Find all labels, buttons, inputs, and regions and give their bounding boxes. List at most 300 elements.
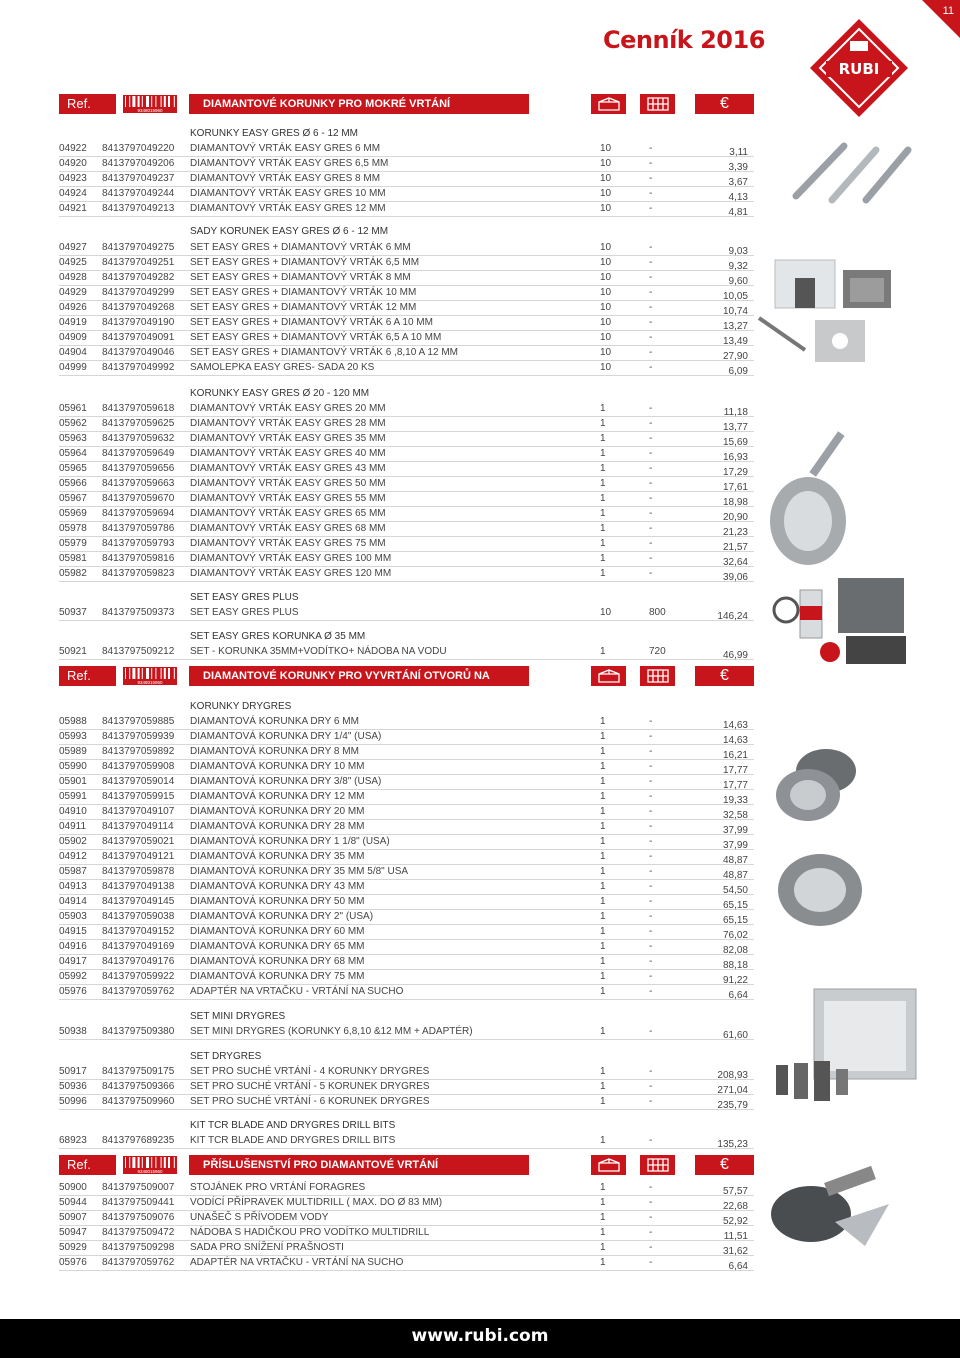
table-row bbox=[59, 894, 754, 910]
package-quantity: 10 bbox=[600, 188, 612, 199]
ref-column-label: Ref. bbox=[59, 666, 116, 686]
ean-code: 8413797059793 bbox=[102, 538, 175, 549]
group-heading: SET EASY GRES KORUNKA Ø 35 MM bbox=[190, 631, 366, 642]
pallet-quantity: - bbox=[649, 302, 653, 313]
price: 146,24 bbox=[717, 611, 748, 622]
table-row bbox=[59, 476, 754, 492]
product-description: KIT TCR BLADE AND DRYGRES DRILL BITS bbox=[190, 1135, 396, 1146]
ref-code: 04928 bbox=[59, 272, 87, 283]
table-row bbox=[59, 536, 754, 552]
pallet-quantity: - bbox=[649, 568, 653, 579]
table-row bbox=[59, 1133, 754, 1149]
package-quantity: 1 bbox=[600, 1182, 606, 1193]
ref-code: 05990 bbox=[59, 761, 87, 772]
pallet-quantity: - bbox=[649, 448, 653, 459]
ean-code: 8413797059922 bbox=[102, 971, 175, 982]
package-quantity: 10 bbox=[600, 143, 612, 154]
pallet-quantity: - bbox=[649, 896, 653, 907]
barcode-number: 9348015960 bbox=[137, 108, 163, 113]
ean-code: 8413797059816 bbox=[102, 553, 175, 564]
ref-code: 05966 bbox=[59, 478, 87, 489]
price: 4,13 bbox=[728, 192, 748, 203]
price: 27,90 bbox=[722, 351, 748, 362]
table-row bbox=[59, 849, 754, 865]
price: 82,08 bbox=[722, 945, 748, 956]
table-row bbox=[59, 416, 754, 432]
pallet-icon bbox=[644, 668, 672, 684]
table-row bbox=[59, 345, 754, 361]
pallet-quantity: - bbox=[649, 332, 653, 343]
product-description: DIAMANTOVÁ KORUNKA DRY 75 MM bbox=[190, 971, 365, 982]
package-quantity: 1 bbox=[600, 956, 606, 967]
package-quantity: 1 bbox=[600, 433, 606, 444]
package-quantity: 1 bbox=[600, 851, 606, 862]
ref-code: 68923 bbox=[59, 1135, 87, 1146]
ean-code: 8413797059878 bbox=[102, 866, 175, 877]
product-description: DIAMANTOVÁ KORUNKA DRY 1/4" (USA) bbox=[190, 731, 382, 742]
package-quantity: 10 bbox=[600, 332, 612, 343]
footer-url[interactable]: www.rubi.com bbox=[411, 1326, 549, 1346]
ean-code: 8413797059021 bbox=[102, 836, 175, 847]
pallet-quantity: - bbox=[649, 851, 653, 862]
package-quantity: 1 bbox=[600, 836, 606, 847]
table-row bbox=[59, 566, 754, 582]
ref-code: 05901 bbox=[59, 776, 87, 787]
pallet-quantity: - bbox=[649, 173, 653, 184]
product-description: STOJÁNEK PRO VRTÁNÍ FORAGRES bbox=[190, 1182, 366, 1193]
table-row bbox=[59, 156, 754, 172]
ref-code: 04926 bbox=[59, 302, 87, 313]
table-row bbox=[59, 969, 754, 985]
pallet-icon bbox=[644, 1157, 672, 1173]
ref-code: 05964 bbox=[59, 448, 87, 459]
product-description: DIAMANTOVÝ VRTÁK EASY GRES 75 MM bbox=[190, 538, 386, 549]
ref-code: 04915 bbox=[59, 926, 87, 937]
ean-code: 8413797509366 bbox=[102, 1081, 175, 1092]
package-quantity: 1 bbox=[600, 926, 606, 937]
table-row bbox=[59, 1180, 754, 1196]
product-description: DIAMANTOVÝ VRTÁK EASY GRES 55 MM bbox=[190, 493, 386, 504]
price: 17,77 bbox=[722, 780, 748, 791]
product-description: DIAMANTOVÝ VRTÁK EASY GRES 120 MM bbox=[190, 568, 392, 579]
product-description: DIAMANTOVÁ KORUNKA DRY 2" (USA) bbox=[190, 911, 374, 922]
package-quantity: 1 bbox=[600, 568, 606, 579]
ref-code: 04927 bbox=[59, 242, 87, 253]
group-heading: SET MINI DRYGRES bbox=[190, 1011, 286, 1022]
pallet-quantity: - bbox=[649, 347, 653, 358]
package-icon bbox=[595, 1157, 623, 1173]
product-description: DIAMANTOVÝ VRTÁK EASY GRES 40 MM bbox=[190, 448, 386, 459]
easy-gres-plus-photo bbox=[770, 570, 910, 670]
price: 91,22 bbox=[722, 975, 748, 986]
product-description: DIAMANTOVÝ VRTÁK EASY GRES 10 MM bbox=[190, 188, 386, 199]
pallet-quantity: - bbox=[649, 836, 653, 847]
pallet-quantity: - bbox=[649, 403, 653, 414]
pallet-quantity: - bbox=[649, 761, 653, 772]
product-description: SET EASY GRES + DIAMANTOVÝ VRTÁK 6 MM bbox=[190, 242, 411, 253]
package-quantity: 1 bbox=[600, 1026, 606, 1037]
ean-code: 8413797059625 bbox=[102, 418, 175, 429]
ref-code: 50938 bbox=[59, 1026, 87, 1037]
price: 13,27 bbox=[722, 321, 748, 332]
ref-code: 05902 bbox=[59, 836, 87, 847]
pallet-quantity: - bbox=[649, 881, 653, 892]
table-row bbox=[59, 491, 754, 507]
price: 39,06 bbox=[722, 572, 748, 583]
ref-code: 04914 bbox=[59, 896, 87, 907]
pallet-quantity: - bbox=[649, 1242, 653, 1253]
table-row bbox=[59, 804, 754, 820]
ean-code: 8413797059823 bbox=[102, 568, 175, 579]
drygres-set-photo bbox=[770, 985, 920, 1110]
table-row bbox=[59, 201, 754, 217]
package-quantity: 1 bbox=[600, 1257, 606, 1268]
ref-code: 50921 bbox=[59, 646, 87, 657]
table-row bbox=[59, 240, 754, 256]
pallet-quantity: - bbox=[649, 716, 653, 727]
price: 9,60 bbox=[728, 276, 748, 287]
pallet-quantity: - bbox=[649, 493, 653, 504]
product-description: DIAMANTOVÝ VRTÁK EASY GRES 28 MM bbox=[190, 418, 386, 429]
section-header bbox=[59, 666, 754, 702]
ean-code: 8413797049268 bbox=[102, 302, 175, 313]
table-row bbox=[59, 774, 754, 790]
product-description: DIAMANTOVÁ KORUNKA DRY 50 MM bbox=[190, 896, 365, 907]
product-description: ADAPTÉR NA VRTAČKU - VRTÁNÍ NA SUCHO bbox=[190, 986, 404, 997]
ean-code: 8413797049251 bbox=[102, 257, 175, 268]
table-row bbox=[59, 461, 754, 477]
barcode-number: 9348015960 bbox=[137, 680, 163, 685]
package-quantity: 10 bbox=[600, 362, 612, 373]
table-row bbox=[59, 446, 754, 462]
pallet-quantity: - bbox=[649, 287, 653, 298]
ean-code: 8413797049169 bbox=[102, 941, 175, 952]
price: 16,93 bbox=[722, 452, 748, 463]
ref-code: 05976 bbox=[59, 1257, 87, 1268]
pallet-icon-box bbox=[640, 1155, 675, 1175]
table-row bbox=[59, 401, 754, 417]
ean-code: 8413797509472 bbox=[102, 1227, 175, 1238]
ref-code: 05979 bbox=[59, 538, 87, 549]
product-description: DIAMANTOVÁ KORUNKA DRY 10 MM bbox=[190, 761, 365, 772]
price: 11,51 bbox=[723, 1231, 748, 1242]
product-description: DIAMANTOVÁ KORUNKA DRY 60 MM bbox=[190, 926, 365, 937]
ean-code: 8413797509175 bbox=[102, 1066, 175, 1077]
table-row bbox=[59, 315, 754, 331]
product-description: DIAMANTOVÁ KORUNKA DRY 20 MM bbox=[190, 806, 365, 817]
pallet-quantity: - bbox=[649, 188, 653, 199]
barcode-number: 9348015960 bbox=[137, 1169, 163, 1174]
ref-code: 05976 bbox=[59, 986, 87, 997]
ref-code: 05988 bbox=[59, 716, 87, 727]
table-row bbox=[59, 300, 754, 316]
ref-code: 05987 bbox=[59, 866, 87, 877]
ref-code: 04912 bbox=[59, 851, 87, 862]
table-row bbox=[59, 789, 754, 805]
ref-code: 50907 bbox=[59, 1212, 87, 1223]
ref-column-label: Ref. bbox=[59, 94, 116, 114]
product-description: SET EASY GRES + DIAMANTOVÝ VRTÁK 10 MM bbox=[190, 287, 417, 298]
logo-text: RUBI bbox=[838, 60, 880, 78]
price: 19,33 bbox=[722, 795, 748, 806]
package-quantity: 1 bbox=[600, 941, 606, 952]
barcode-icon bbox=[123, 667, 177, 685]
pallet-quantity: - bbox=[649, 941, 653, 952]
product-description: DIAMANTOVÁ KORUNKA DRY 68 MM bbox=[190, 956, 365, 967]
ean-code: 8413797059014 bbox=[102, 776, 175, 787]
pallet-icon-box bbox=[640, 666, 675, 686]
product-description: SADA PRO SNÍŽENÍ PRAŠNOSTI bbox=[190, 1242, 344, 1253]
ean-code: 8413797049145 bbox=[102, 896, 175, 907]
product-description: DIAMANTOVÁ KORUNKA DRY 12 MM bbox=[190, 791, 365, 802]
ean-code: 8413797049282 bbox=[102, 272, 175, 283]
easy-gres-crown-photo bbox=[760, 425, 870, 575]
package-quantity: 1 bbox=[600, 1197, 606, 1208]
ref-code: 05992 bbox=[59, 971, 87, 982]
table-row bbox=[59, 819, 754, 835]
package-quantity: 10 bbox=[600, 607, 612, 618]
table-row bbox=[59, 729, 754, 745]
price: 22,68 bbox=[722, 1201, 748, 1212]
pallet-quantity: - bbox=[649, 731, 653, 742]
pallet-quantity: - bbox=[649, 806, 653, 817]
price: 13,77 bbox=[722, 422, 748, 433]
product-description: DIAMANTOVÁ KORUNKA DRY 35 MM bbox=[190, 851, 365, 862]
table-row bbox=[59, 834, 754, 850]
pallet-quantity: - bbox=[649, 821, 653, 832]
price: 14,63 bbox=[722, 720, 748, 731]
ref-code: 05989 bbox=[59, 746, 87, 757]
table-row bbox=[59, 255, 754, 271]
package-quantity: 1 bbox=[600, 776, 606, 787]
ref-code: 05965 bbox=[59, 463, 87, 474]
ean-code: 8413797049992 bbox=[102, 362, 175, 373]
product-description: DIAMANTOVÝ VRTÁK EASY GRES 100 MM bbox=[190, 553, 392, 564]
pallet-quantity: - bbox=[649, 158, 653, 169]
product-description: DIAMANTOVÁ KORUNKA DRY 6 MM bbox=[190, 716, 359, 727]
ean-code: 8413797059694 bbox=[102, 508, 175, 519]
package-icon-box bbox=[591, 666, 626, 686]
package-quantity: 1 bbox=[600, 493, 606, 504]
ean-code: 8413797059762 bbox=[102, 986, 175, 997]
price: 3,11 bbox=[729, 147, 748, 158]
package-quantity: 1 bbox=[600, 403, 606, 414]
price: 14,63 bbox=[722, 735, 748, 746]
package-quantity: 10 bbox=[600, 317, 612, 328]
product-description: DIAMANTOVÁ KORUNKA DRY 3/8" (USA) bbox=[190, 776, 382, 787]
ean-code: 8413797509007 bbox=[102, 1182, 175, 1193]
pallet-quantity: - bbox=[649, 433, 653, 444]
table-row bbox=[59, 1064, 754, 1080]
price: 10,74 bbox=[722, 306, 748, 317]
pallet-quantity: - bbox=[649, 317, 653, 328]
package-icon bbox=[595, 96, 623, 112]
price: 48,87 bbox=[722, 870, 748, 881]
package-quantity: 10 bbox=[600, 203, 612, 214]
ref-code: 04910 bbox=[59, 806, 87, 817]
table-row bbox=[59, 360, 754, 376]
pallet-quantity: - bbox=[649, 1212, 653, 1223]
euro-price-label: € bbox=[695, 666, 754, 686]
section-header bbox=[59, 94, 754, 114]
drygres-crown-photo bbox=[770, 735, 870, 825]
package-quantity: 1 bbox=[600, 1242, 606, 1253]
price: 6,09 bbox=[728, 366, 748, 377]
price: 6,64 bbox=[728, 990, 748, 1001]
package-quantity: 1 bbox=[600, 1212, 606, 1223]
ref-code: 50929 bbox=[59, 1242, 87, 1253]
price: 65,15 bbox=[722, 900, 748, 911]
package-quantity: 10 bbox=[600, 242, 612, 253]
package-quantity: 1 bbox=[600, 746, 606, 757]
product-description: SET EASY GRES + DIAMANTOVÝ VRTÁK 12 MM bbox=[190, 302, 417, 313]
pallet-icon bbox=[644, 96, 672, 112]
pallet-quantity: - bbox=[649, 362, 653, 373]
product-description: SET EASY GRES + DIAMANTOVÝ VRTÁK 6 ,8,10 A 12 MM bbox=[190, 347, 458, 358]
table-row bbox=[59, 506, 754, 522]
package-quantity: 1 bbox=[600, 1227, 606, 1238]
drygres-crown-large-photo bbox=[770, 850, 870, 930]
euro-price-label: € bbox=[695, 94, 754, 114]
ean-code: 8413797049237 bbox=[102, 173, 175, 184]
product-description: SET EASY GRES PLUS bbox=[190, 607, 299, 618]
price: 76,02 bbox=[722, 930, 748, 941]
pallet-quantity: - bbox=[649, 791, 653, 802]
ref-code: 05981 bbox=[59, 553, 87, 564]
product-description: SET EASY GRES + DIAMANTOVÝ VRTÁK 8 MM bbox=[190, 272, 411, 283]
price: 65,15 bbox=[722, 915, 748, 926]
price: 16,21 bbox=[722, 750, 748, 761]
ean-code: 8413797509373 bbox=[102, 607, 175, 618]
table-row bbox=[59, 1225, 754, 1241]
package-quantity: 10 bbox=[600, 347, 612, 358]
pallet-quantity: - bbox=[649, 746, 653, 757]
package-quantity: 1 bbox=[600, 791, 606, 802]
ref-code: 05963 bbox=[59, 433, 87, 444]
pallet-quantity: - bbox=[649, 1135, 653, 1146]
product-description: NÁDOBA S HADIČKOU PRO VODÍTKO MULTIDRILL bbox=[190, 1227, 430, 1238]
ean-code: 8413797059618 bbox=[102, 403, 175, 414]
package-quantity: 1 bbox=[600, 731, 606, 742]
package-quantity: 1 bbox=[600, 418, 606, 429]
ref-code: 05967 bbox=[59, 493, 87, 504]
price: 17,61 bbox=[722, 482, 748, 493]
ref-code: 04913 bbox=[59, 881, 87, 892]
ean-code: 8413797059632 bbox=[102, 433, 175, 444]
ean-code: 8413797049152 bbox=[102, 926, 175, 937]
pallet-quantity: - bbox=[649, 143, 653, 154]
product-description: DIAMANTOVÁ KORUNKA DRY 43 MM bbox=[190, 881, 365, 892]
package-quantity: 1 bbox=[600, 1096, 606, 1107]
price: 37,99 bbox=[722, 840, 748, 851]
product-description: DIAMANTOVÝ VRTÁK EASY GRES 12 MM bbox=[190, 203, 386, 214]
pallet-quantity: - bbox=[649, 1257, 653, 1268]
ref-code: 04999 bbox=[59, 362, 87, 373]
page-title: Cenník 2016 bbox=[603, 26, 765, 54]
price: 32,58 bbox=[722, 810, 748, 821]
price: 18,98 bbox=[722, 497, 748, 508]
ref-code: 04929 bbox=[59, 287, 87, 298]
group-heading: KORUNKY EASY GRES Ø 6 - 12 MM bbox=[190, 128, 359, 139]
ean-code: 8413797509380 bbox=[102, 1026, 175, 1037]
pallet-quantity: - bbox=[649, 1227, 653, 1238]
package-quantity: 1 bbox=[600, 478, 606, 489]
product-description: SET PRO SUCHÉ VRTÁNÍ - 4 KORUNKY DRYGRES bbox=[190, 1066, 430, 1077]
ref-code: 04917 bbox=[59, 956, 87, 967]
product-description: SET EASY GRES + DIAMANTOVÝ VRTÁK 6,5 MM bbox=[190, 257, 420, 268]
pallet-quantity: - bbox=[649, 1026, 653, 1037]
ref-code: 04925 bbox=[59, 257, 87, 268]
ean-code: 8413797509960 bbox=[102, 1096, 175, 1107]
page-corner-tab bbox=[922, 0, 960, 38]
pallet-quantity: - bbox=[649, 272, 653, 283]
package-quantity: 1 bbox=[600, 1135, 606, 1146]
table-row bbox=[59, 644, 754, 660]
price: 48,87 bbox=[722, 855, 748, 866]
table-row bbox=[59, 1240, 754, 1256]
ref-code: 05991 bbox=[59, 791, 87, 802]
ref-code: 04904 bbox=[59, 347, 87, 358]
package-quantity: 1 bbox=[600, 806, 606, 817]
euro-price-label: € bbox=[695, 1155, 754, 1175]
package-icon-box bbox=[591, 1155, 626, 1175]
ref-code: 50996 bbox=[59, 1096, 87, 1107]
package-quantity: 1 bbox=[600, 646, 606, 657]
package-quantity: 1 bbox=[600, 538, 606, 549]
foragres-stand-photo bbox=[765, 1160, 895, 1265]
pallet-quantity: - bbox=[649, 523, 653, 534]
package-quantity: 1 bbox=[600, 986, 606, 997]
price: 37,99 bbox=[722, 825, 748, 836]
package-quantity: 10 bbox=[600, 287, 612, 298]
product-description: UNAŠEČ S PŘÍVODEM VODY bbox=[190, 1212, 329, 1223]
ean-code: 8413797049176 bbox=[102, 956, 175, 967]
ean-code: 8413797059649 bbox=[102, 448, 175, 459]
table-row bbox=[59, 521, 754, 537]
rubi-logo bbox=[808, 17, 910, 119]
page-number: 11 bbox=[942, 5, 954, 17]
price: 135,23 bbox=[717, 1139, 748, 1150]
price: 271,04 bbox=[717, 1085, 748, 1096]
ref-code: 04911 bbox=[59, 821, 87, 832]
table-row bbox=[59, 939, 754, 955]
pallet-quantity: - bbox=[649, 257, 653, 268]
product-description: DIAMANTOVÝ VRTÁK EASY GRES 20 MM bbox=[190, 403, 386, 414]
ean-code: 8413797049275 bbox=[102, 242, 175, 253]
ean-code: 8413797059885 bbox=[102, 716, 175, 727]
ean-code: 8413797509076 bbox=[102, 1212, 175, 1223]
ean-code: 8413797059656 bbox=[102, 463, 175, 474]
pallet-quantity: - bbox=[649, 1182, 653, 1193]
package-quantity: 1 bbox=[600, 761, 606, 772]
barcode-icon bbox=[123, 1156, 177, 1174]
ean-code: 8413797059786 bbox=[102, 523, 175, 534]
group-heading: KIT TCR BLADE AND DRYGRES DRILL BITS bbox=[190, 1120, 396, 1131]
price: 3,67 bbox=[728, 177, 748, 188]
table-row bbox=[59, 1195, 754, 1211]
table-row bbox=[59, 1024, 754, 1040]
ref-code: 05962 bbox=[59, 418, 87, 429]
price: 88,18 bbox=[722, 960, 748, 971]
ean-code: 8413797509212 bbox=[102, 646, 175, 657]
product-description: DIAMANTOVÝ VRTÁK EASY GRES 65 MM bbox=[190, 508, 386, 519]
package-quantity: 1 bbox=[600, 896, 606, 907]
ean-code: 8413797049114 bbox=[102, 821, 174, 832]
price: 6,64 bbox=[728, 1261, 748, 1272]
ean-code: 8413797059915 bbox=[102, 791, 175, 802]
product-description: SET EASY GRES + DIAMANTOVÝ VRTÁK 6,5 A 10 MM bbox=[190, 332, 442, 343]
product-description: SET - KORUNKA 35MM+VODÍTKO+ NÁDOBA NA VODU bbox=[190, 646, 447, 657]
